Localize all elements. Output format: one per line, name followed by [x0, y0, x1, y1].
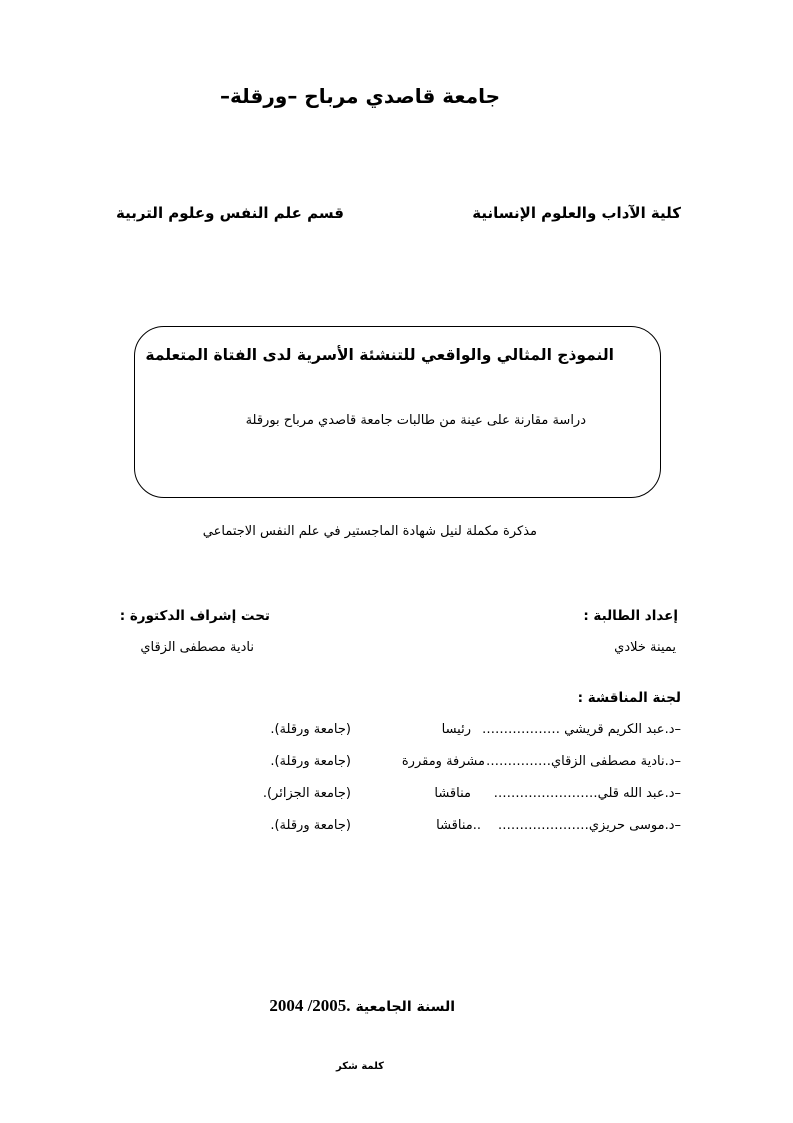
- supervisor-name: نادية مصطفى الزقاي: [140, 640, 254, 655]
- member-role: رئيسا: [441, 722, 471, 737]
- academic-year-label: السنة الجامعية: [355, 999, 455, 1015]
- thanks-heading: كلمة شكر: [335, 1061, 385, 1072]
- department-name: قسم علم النفس وعلوم التربية: [116, 204, 344, 222]
- faculty-name: كلية الآداب والعلوم الإنسانية: [472, 204, 681, 222]
- member-affiliation: (جامعة ورقلة).: [270, 818, 351, 833]
- thesis-subtitle: دراسة مقارنة على عينة من طالبات جامعة قاصدي مرباح بورقلة: [245, 413, 586, 428]
- supervisor-label: تحت إشراف الدكتورة :: [119, 608, 270, 624]
- member-role: مناقشا: [434, 786, 471, 801]
- student-name: يمينة خلادي: [614, 640, 676, 655]
- degree-statement: مذكرة مكملة لنيل شهادة الماجستير في علم النفس الاجتماعي: [202, 524, 537, 539]
- member-affiliation: (جامعة ورقلة).: [270, 754, 351, 769]
- student-label: إعداد الطالبة :: [583, 608, 678, 624]
- member-name: –د.موسى حريزي…………………: [497, 818, 681, 833]
- thesis-title: النموذج المثالي والواقعي للتنشئة الأسرية لدى الفتاة المتعلمة: [145, 346, 614, 364]
- member-role: ..مناقشا: [436, 818, 481, 833]
- academic-year-value: 2004 /2005.: [269, 996, 351, 1015]
- academic-year: [250, 996, 455, 1016]
- member-name: –د.عبد الكريم قريشي ………………: [482, 722, 681, 737]
- member-affiliation: (جامعة الجزائر).: [262, 786, 351, 801]
- university-title: جامعة قاصدي مرباح –ورقلة–: [219, 84, 501, 108]
- member-name: –د.عبد الله قلي……………………: [493, 786, 681, 801]
- member-name: –د.نادية مصطفى الزقاي……………: [485, 754, 681, 769]
- member-role: مشرفة ومقررة: [401, 754, 485, 769]
- committee-label: لجنة المناقشة :: [577, 690, 681, 706]
- member-affiliation: (جامعة ورقلة).: [270, 722, 351, 737]
